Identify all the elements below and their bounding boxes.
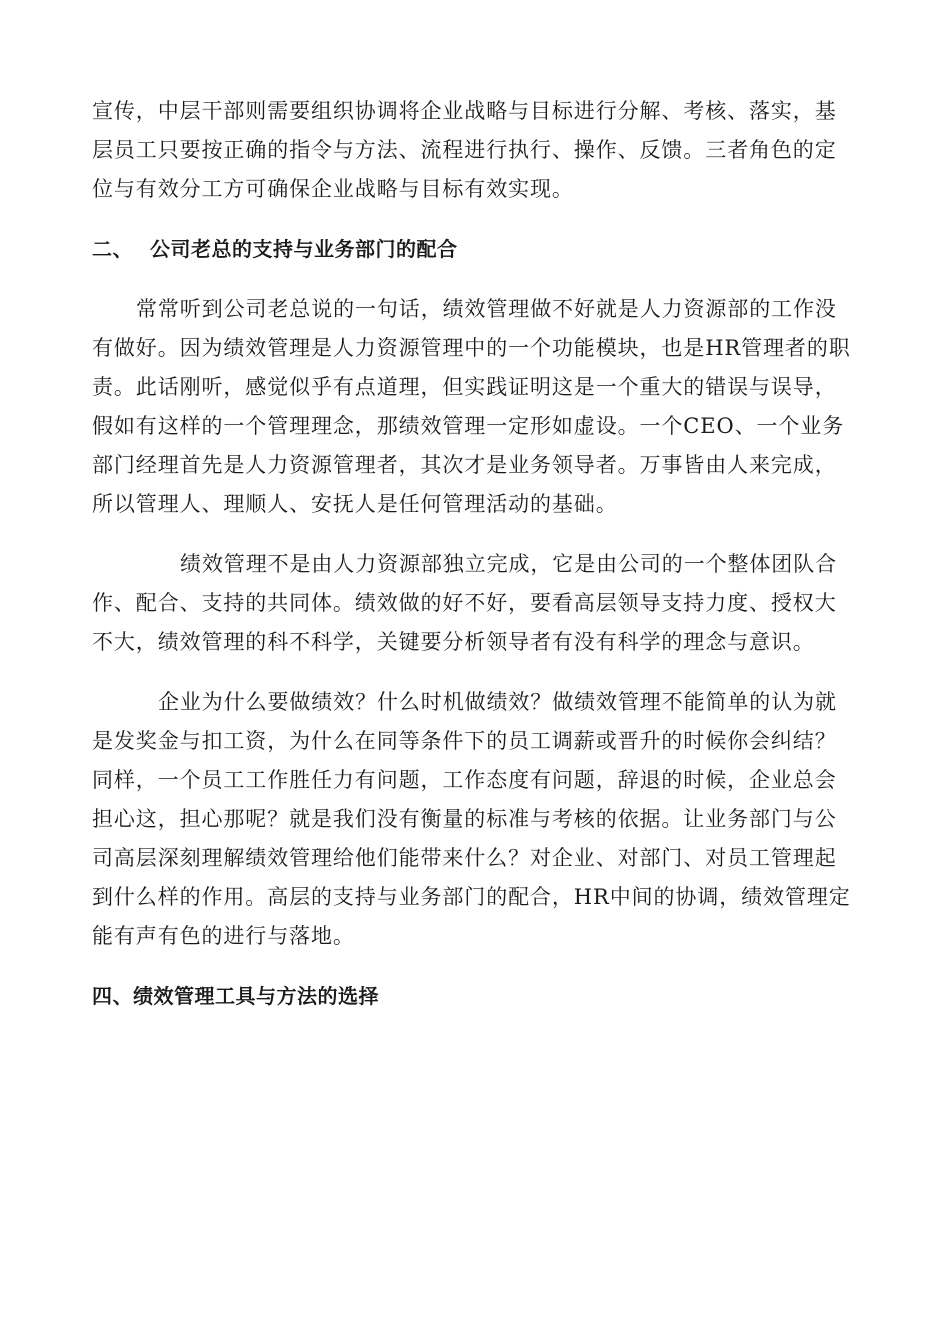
paragraph-line: 不大，绩效管理的科不科学，关键要分析领导者有没有科学的理念与意识。 [92,630,815,654]
section-heading-2 [92,230,858,269]
section-title: 四、绩效管理工具与方法的选择 [92,984,379,1008]
paragraph-line: 有做好。因为绩效管理是人力资源管理中的一个功能模块，也是HR管理者的职 [92,336,851,360]
paragraph-line: 能有声有色的进行与落地。 [92,924,355,948]
paragraph-line: 担心这，担心那呢？就是我们没有衡量的标准与考核的依据。让业务部门与公 [92,807,837,831]
paragraph-line: 所以管理人、理顺人、安抚人是任何管理活动的基础。 [92,492,618,516]
document-page [92,92,858,1016]
paragraph-line: 司高层深刻理解绩效管理给他们能带来什么？对企业、对部门、对员工管理起 [92,846,837,870]
paragraph-line: 同样，一个员工工作胜任力有问题，工作态度有问题，辞退的时候，企业总会 [92,768,837,792]
paragraph-1 [92,92,858,209]
paragraph-line: 企业为什么要做绩效？什么时机做绩效？做绩效管理不能简单的认为就 [158,690,837,714]
section-title: 公司老总的支持与业务部门的配合 [150,237,458,261]
paragraph-4 [92,683,858,956]
paragraph-line: 作、配合、支持的共同体。绩效做的好不好，要看高层领导支持力度、授权大 [92,591,837,615]
paragraph-line: 是发奖金与扣工资，为什么在同等条件下的员工调薪或晋升的时候你会纠结？ [92,729,837,753]
paragraph-3 [92,545,858,662]
paragraph-line: 常常听到公司老总说的一句话，绩效管理做不好就是人力资源部的工作没 [136,297,837,321]
section-heading-4 [92,977,858,1016]
paragraph-line: 责。此话刚听，感觉似乎有点道理，但实践证明这是一个重大的错误与误导， [92,375,837,399]
paragraph-line: 位与有效分工方可确保企业战略与目标有效实现。 [92,177,574,201]
paragraph-line: 部门经理首先是人力资源管理者，其次才是业务领导者。万事皆由人来完成， [92,453,837,477]
paragraph-line: 宣传，中层干部则需要组织协调将企业战略与目标进行分解、考核、落实，基 [92,99,837,123]
paragraph-line: 假如有这样的一个管理理念，那绩效管理一定形如虚设。一个CEO、一个业务 [92,414,845,438]
paragraph-line: 到什么样的作用。高层的支持与业务部门的配合，HR中间的协调，绩效管理定 [92,885,851,909]
paragraph-line: 层员工只要按正确的指令与方法、流程进行执行、操作、反馈。三者角色的定 [92,138,837,162]
paragraph-line: 绩效管理不是由人力资源部独立完成，它是由公司的一个整体团队合 [180,552,837,576]
section-number: 二、 [92,237,133,261]
paragraph-2 [92,290,858,524]
